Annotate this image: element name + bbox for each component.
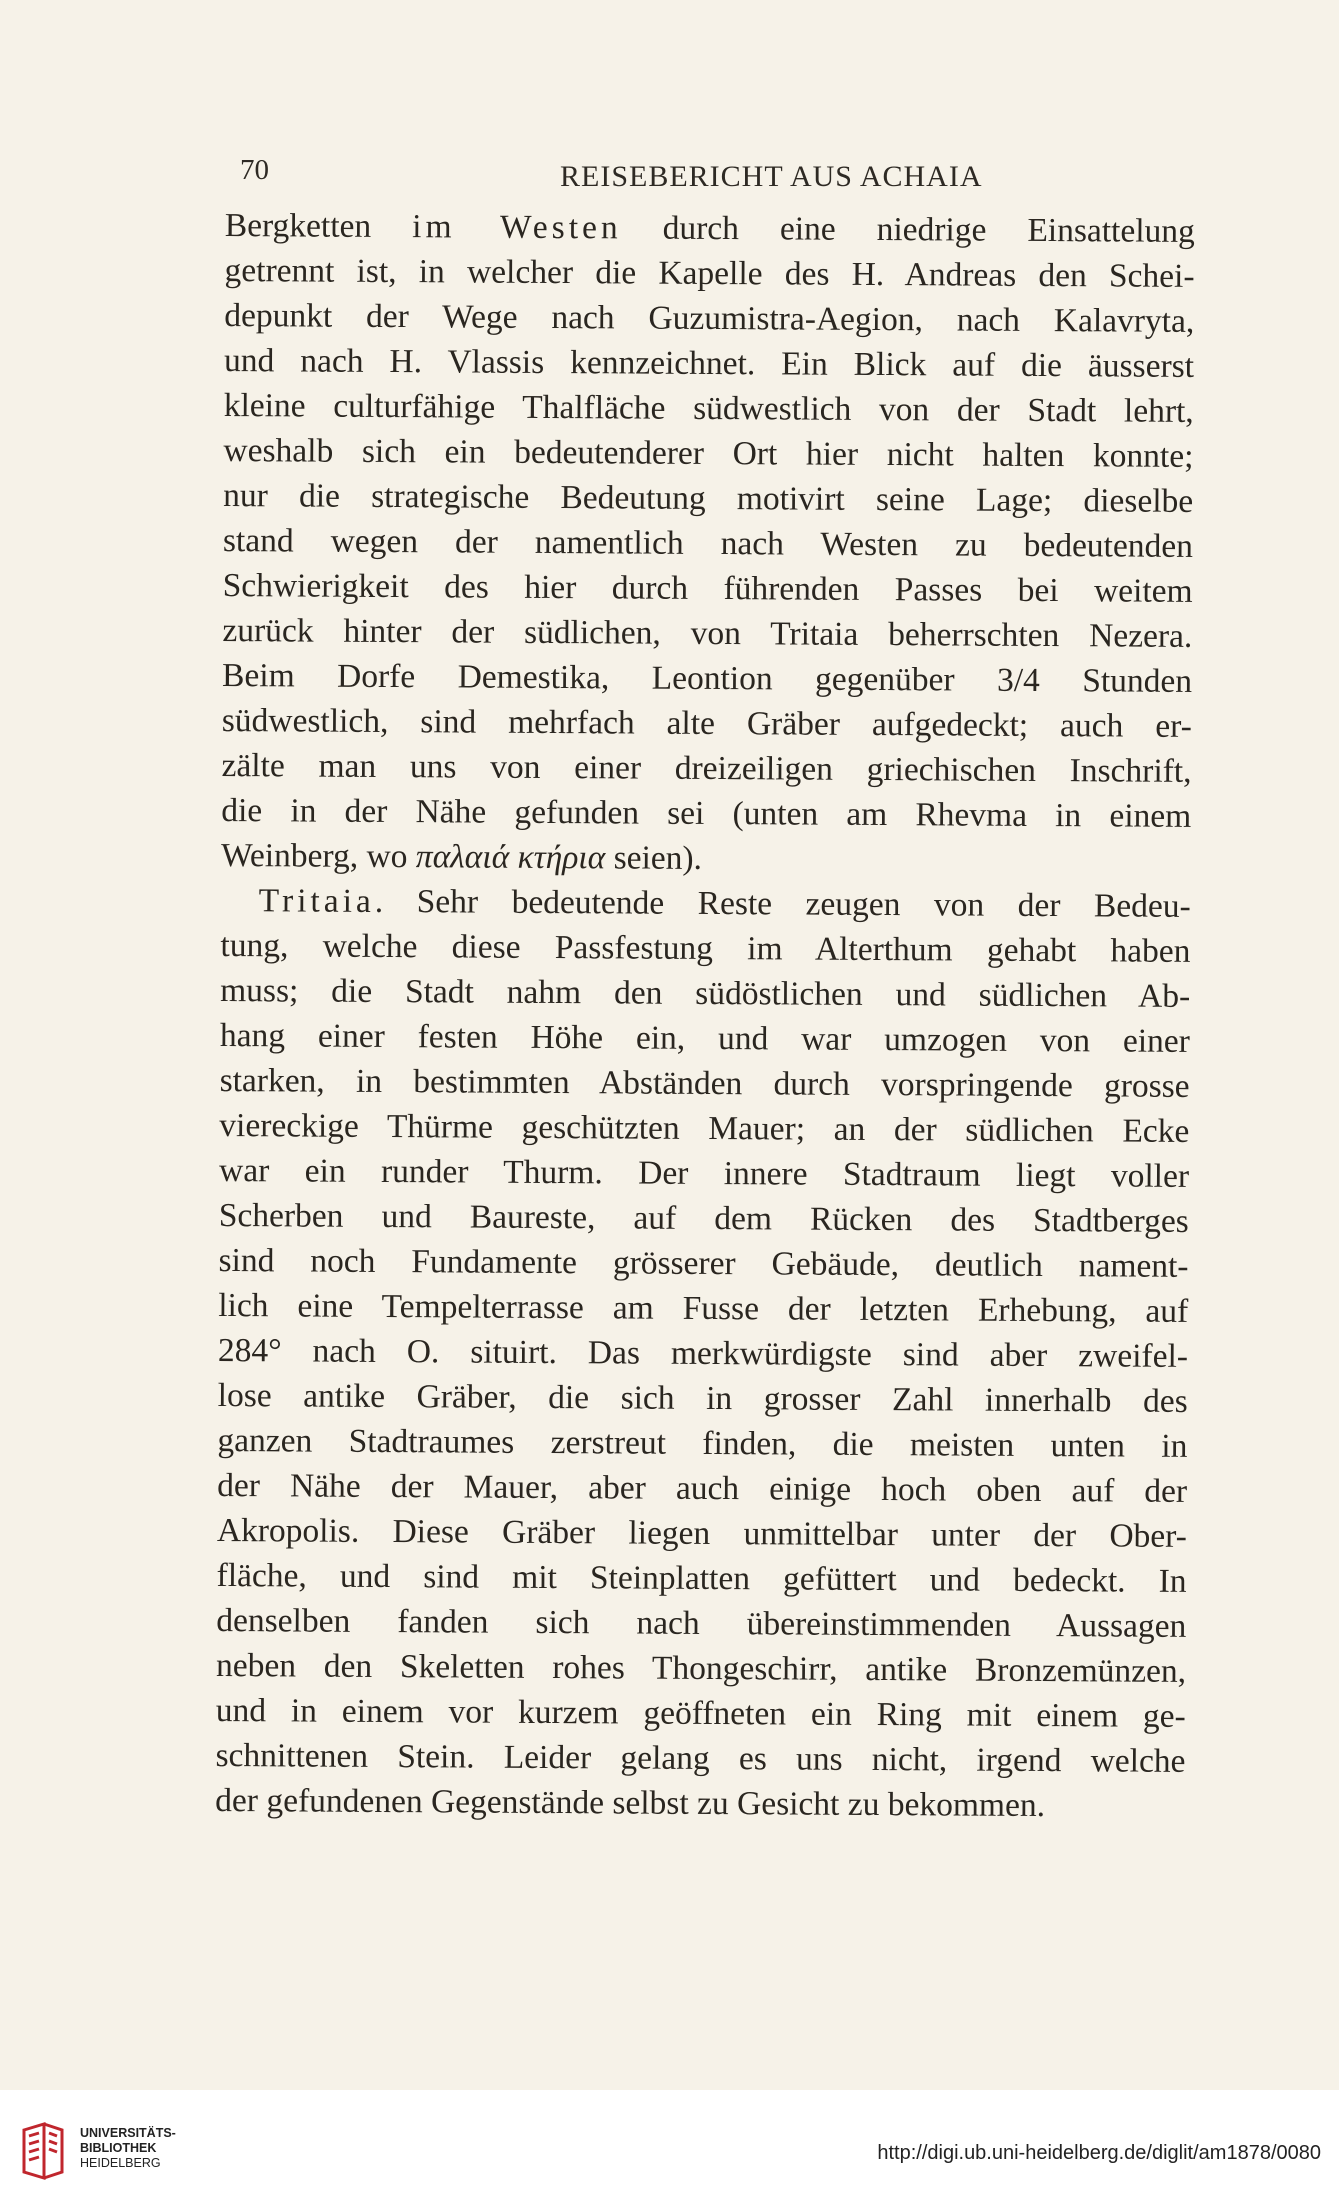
text-line: fläche, und sind mit Steinplatten gefüttert und bedeckt. In xyxy=(216,1556,1187,1600)
text-line: getrennt ist, in welcher die Kapelle des H. Andreas den Schei- xyxy=(224,251,1195,295)
text-line: und in einem vor kurzem geöffneten ein Ring mit einem ge- xyxy=(215,1691,1186,1735)
text-line: denselben fanden sich nach übereinstimmenden Aussagen xyxy=(216,1601,1187,1645)
text-line: zurück hinter der südlichen, von Tritaia beherrschten Nezera. xyxy=(222,611,1193,655)
greek-phrase: παλαιά κτήρια xyxy=(415,838,606,877)
library-name: UNIVERSITÄTS- BIBLIOTHEK HEIDELBERG xyxy=(80,2126,176,2170)
text-line: war ein runder Thurm. Der innere Stadtraum liegt voller xyxy=(218,1151,1190,1195)
text-line: Schwierigkeit des hier durch führenden Passes bei weitem xyxy=(222,566,1193,610)
text-line: der gefundenen Gegenstände selbst zu Gesicht zu bekommen. xyxy=(215,1781,1046,1825)
spaced-emphasis: im Westen xyxy=(412,208,622,247)
text-line: 284° nach O. situirt. Das merkwürdigste sind aber zweifel- xyxy=(217,1331,1189,1375)
text-line: weshalb sich ein bedeutenderer Ort hier nicht halten konnte; xyxy=(223,431,1194,475)
section-heading-tritaia: Tritaia xyxy=(258,882,375,920)
footer xyxy=(0,2090,1339,2200)
text-line: sind noch Fundamente grösserer Gebäude, deutlich nament- xyxy=(218,1241,1189,1285)
body-text xyxy=(215,203,1195,1829)
text-line: hang einer festen Höhe ein, und war umzogen von einer xyxy=(219,1016,1191,1060)
text-line: schnittenen Stein. Leider gelang es uns nicht, irgend welche xyxy=(215,1736,1186,1780)
text-line: stand wegen der namentlich nach Westen zu bedeutenden xyxy=(222,521,1194,565)
text-line: ganzen Stadtraumes zerstreut finden, die meisten unten in xyxy=(217,1421,1188,1465)
text-line: Akropolis. Diese Gräber liegen unmittelbar unter der Ober- xyxy=(216,1511,1187,1555)
text-line: depunkt der Wege nach Guzumistra-Aegion, nach Kalavryta, xyxy=(224,296,1195,340)
page-number: 70 xyxy=(240,154,269,186)
page-header xyxy=(240,154,1240,204)
text-line: lose antike Gräber, die sich in grosser Zahl innerhalb des xyxy=(217,1376,1188,1420)
text-line: kleine culturfähige Thalfläche südwestlich von der Stadt lehrt, xyxy=(223,386,1194,430)
text-line: zälte man uns von einer dreizeiligen griechischen Inschrift, xyxy=(221,746,1192,790)
text-line: Bergketten im Westen durch eine niedrige Einsattelung xyxy=(224,206,1195,250)
text-line: die in der Nähe gefunden sei (unten am Rhevma in einem xyxy=(221,791,1192,835)
library-logo-icon xyxy=(20,2120,66,2182)
text-line: der Nähe der Mauer, aber auch einige hoch oben auf der xyxy=(217,1466,1188,1510)
text-line: starken, in bestimmten Abständen durch vorspringende grosse xyxy=(219,1061,1190,1105)
text-line: und nach H. Vlassis kennzeichnet. Ein Blick auf die äusserst xyxy=(223,341,1195,385)
text-line: neben den Skeletten rohes Thongeschirr, antike Bronzemünzen, xyxy=(215,1646,1187,1690)
text-line: Weinberg, wo παλαιά κτήρια seien). xyxy=(220,836,703,877)
running-head: REISEBERICHT AUS ACHAIA xyxy=(560,160,983,193)
text-line: Scherben und Baureste, auf dem Rücken des Stadtberges xyxy=(218,1196,1189,1240)
text-line: Tritaia. Sehr bedeutende Reste zeugen von der Bedeu- xyxy=(258,882,1191,925)
text-line: muss; die Stadt nahm den südöstlichen und südlichen Ab- xyxy=(220,971,1191,1015)
source-url[interactable]: http://digi.ub.uni-heidelberg.de/diglit/am1878/0080 xyxy=(877,2142,1321,2164)
text-line: nur die strategische Bedeutung motivirt seine Lage; dieselbe xyxy=(223,476,1194,520)
text-line: Beim Dorfe Demestika, Leontion gegenüber 3/4 Stunden xyxy=(222,656,1193,700)
text-line: lich eine Tempelterrasse am Fusse der letzten Erhebung, auf xyxy=(218,1286,1189,1330)
text-line: südwestlich, sind mehrfach alte Gräber aufgedeckt; auch er- xyxy=(221,701,1192,745)
text-line: tung, welche diese Passfestung im Alterthum gehabt haben xyxy=(220,926,1191,970)
text-line: viereckige Thürme geschützten Mauer; an der südlichen Ecke xyxy=(219,1106,1190,1150)
